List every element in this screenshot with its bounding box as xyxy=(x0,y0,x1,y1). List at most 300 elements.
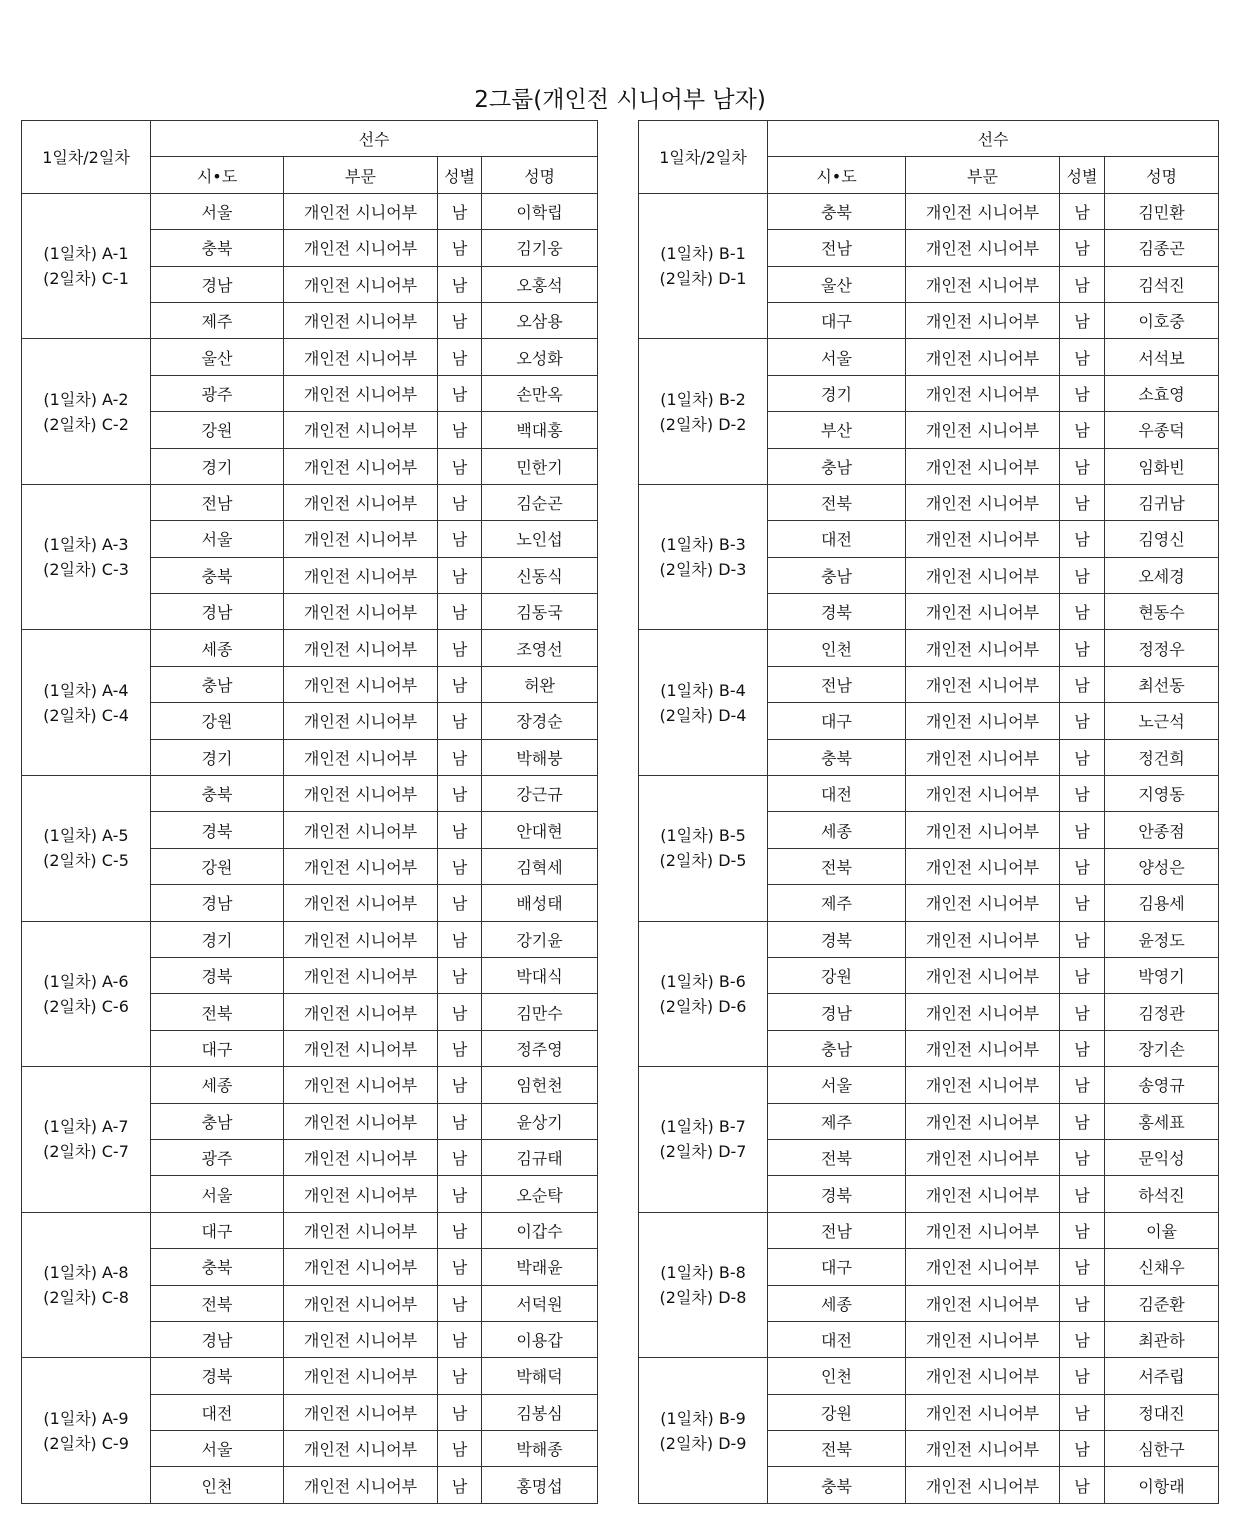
header-player: 선수 xyxy=(151,121,598,157)
player-gender: 남 xyxy=(1060,230,1105,266)
player-gender: 남 xyxy=(1060,375,1105,411)
player-division: 개인전 시니어부 xyxy=(906,193,1060,229)
player-name: 김준환 xyxy=(1105,1285,1219,1321)
game-slot-day2: (2일차) C-6 xyxy=(43,996,129,1016)
player-gender: 남 xyxy=(1060,1394,1105,1430)
player-name: 소효영 xyxy=(1105,375,1219,411)
game-slot xyxy=(639,921,768,1067)
player-region: 전남 xyxy=(768,1212,906,1248)
player-name: 김동국 xyxy=(482,594,598,630)
player-division: 개인전 시니어부 xyxy=(906,1285,1060,1321)
left-bracket-table xyxy=(21,120,598,1504)
player-name: 오성화 xyxy=(482,339,598,375)
player-region: 충북 xyxy=(151,230,284,266)
player-division: 개인전 시니어부 xyxy=(906,994,1060,1030)
player-gender: 남 xyxy=(1060,1358,1105,1394)
player-division: 개인전 시니어부 xyxy=(906,1176,1060,1212)
player-name: 임화빈 xyxy=(1105,448,1219,484)
player-name: 서석보 xyxy=(1105,339,1219,375)
player-gender: 남 xyxy=(1060,266,1105,302)
player-gender: 남 xyxy=(438,1067,482,1103)
player-region: 경북 xyxy=(151,812,284,848)
player-division: 개인전 시니어부 xyxy=(284,230,438,266)
player-division: 개인전 시니어부 xyxy=(284,630,438,666)
player-name: 오순탁 xyxy=(482,1176,598,1212)
player-name: 정주영 xyxy=(482,1030,598,1066)
player-division: 개인전 시니어부 xyxy=(284,1285,438,1321)
player-division: 개인전 시니어부 xyxy=(284,1358,438,1394)
player-name: 배성태 xyxy=(482,885,598,921)
player-gender: 남 xyxy=(438,957,482,993)
player-region: 대전 xyxy=(151,1394,284,1430)
player-gender: 남 xyxy=(438,1103,482,1139)
player-gender: 남 xyxy=(1060,630,1105,666)
player-name: 안대현 xyxy=(482,812,598,848)
game-slot-day1: (1일차) A-7 xyxy=(43,1117,129,1137)
game-slot-day1: (1일차) A-1 xyxy=(43,244,129,264)
player-name: 노인섭 xyxy=(482,521,598,557)
player-region: 대전 xyxy=(768,521,906,557)
player-region: 전북 xyxy=(768,1139,906,1175)
player-gender: 남 xyxy=(438,266,482,302)
player-gender: 남 xyxy=(438,994,482,1030)
player-name: 노근석 xyxy=(1105,703,1219,739)
player-gender: 남 xyxy=(438,1249,482,1285)
player-division: 개인전 시니어부 xyxy=(284,266,438,302)
player-region: 충남 xyxy=(151,1103,284,1139)
player-region: 강원 xyxy=(768,957,906,993)
player-row xyxy=(22,1212,598,1248)
player-gender: 남 xyxy=(438,630,482,666)
player-gender: 남 xyxy=(438,521,482,557)
player-gender: 남 xyxy=(438,1467,482,1503)
player-region: 울산 xyxy=(768,266,906,302)
player-region: 충남 xyxy=(151,666,284,702)
player-name: 이용갑 xyxy=(482,1321,598,1357)
game-slot-day1: (1일차) B-9 xyxy=(660,1408,746,1428)
player-row xyxy=(22,921,598,957)
player-region: 대구 xyxy=(768,703,906,739)
game-slot-day2: (2일차) D-9 xyxy=(659,1433,747,1453)
player-division: 개인전 시니어부 xyxy=(906,484,1060,520)
player-region: 경북 xyxy=(768,921,906,957)
player-name: 강근규 xyxy=(482,776,598,812)
game-slot xyxy=(639,1212,768,1358)
player-name: 정대진 xyxy=(1105,1394,1219,1430)
player-division: 개인전 시니어부 xyxy=(284,193,438,229)
player-name: 김석진 xyxy=(1105,266,1219,302)
player-gender: 남 xyxy=(438,812,482,848)
player-division: 개인전 시니어부 xyxy=(906,412,1060,448)
player-region: 경남 xyxy=(151,594,284,630)
player-division: 개인전 시니어부 xyxy=(906,848,1060,884)
player-division: 개인전 시니어부 xyxy=(284,557,438,593)
player-division: 개인전 시니어부 xyxy=(906,375,1060,411)
game-slot-day2: (2일차) C-3 xyxy=(43,560,129,580)
player-region: 서울 xyxy=(768,1067,906,1103)
player-name: 김용세 xyxy=(1105,885,1219,921)
game-slot-day1: (1일차) B-3 xyxy=(660,535,746,555)
player-gender: 남 xyxy=(438,1358,482,1394)
player-name: 장기손 xyxy=(1105,1030,1219,1066)
player-region: 강원 xyxy=(768,1394,906,1430)
game-slot-day2: (2일차) D-1 xyxy=(659,269,747,289)
game-slot-day1: (1일차) B-1 xyxy=(660,244,746,264)
player-division: 개인전 시니어부 xyxy=(284,375,438,411)
player-name: 문익성 xyxy=(1105,1139,1219,1175)
player-gender: 남 xyxy=(1060,666,1105,702)
player-region: 전북 xyxy=(151,994,284,1030)
player-region: 전남 xyxy=(768,230,906,266)
player-region: 서울 xyxy=(151,193,284,229)
player-region: 충북 xyxy=(151,1249,284,1285)
player-name: 정정우 xyxy=(1105,630,1219,666)
player-division: 개인전 시니어부 xyxy=(284,776,438,812)
header-gender: 성별 xyxy=(1060,157,1105,193)
player-row xyxy=(639,1212,1219,1248)
player-region: 서울 xyxy=(151,1176,284,1212)
player-gender: 남 xyxy=(1060,1176,1105,1212)
header-player: 선수 xyxy=(768,121,1219,157)
player-gender: 남 xyxy=(1060,594,1105,630)
player-name: 윤상기 xyxy=(482,1103,598,1139)
player-region: 세종 xyxy=(768,812,906,848)
game-slot-day1: (1일차) A-5 xyxy=(43,826,129,846)
player-gender: 남 xyxy=(438,594,482,630)
header-region: 시•도 xyxy=(768,157,906,193)
player-division: 개인전 시니어부 xyxy=(906,521,1060,557)
header-name: 성명 xyxy=(482,157,598,193)
page-title: 2그룹(개인전 시니어부 남자) xyxy=(474,87,766,113)
player-region: 경남 xyxy=(151,266,284,302)
player-gender: 남 xyxy=(1060,412,1105,448)
header-game: 1일차/2일차 xyxy=(639,121,768,194)
player-gender: 남 xyxy=(438,1394,482,1430)
game-slot xyxy=(22,339,151,485)
game-slot xyxy=(639,193,768,339)
game-slot-day2: (2일차) C-9 xyxy=(43,1433,129,1453)
player-division: 개인전 시니어부 xyxy=(284,1467,438,1503)
player-gender: 남 xyxy=(1060,994,1105,1030)
game-slot xyxy=(639,484,768,630)
player-gender: 남 xyxy=(1060,812,1105,848)
player-region: 경남 xyxy=(151,1321,284,1357)
game-slot-day1: (1일차) A-2 xyxy=(43,389,129,409)
player-gender: 남 xyxy=(1060,1212,1105,1248)
header-game: 1일차/2일차 xyxy=(22,121,151,194)
game-slot-day1: (1일차) B-7 xyxy=(660,1117,746,1137)
player-name: 김종곤 xyxy=(1105,230,1219,266)
player-region: 충북 xyxy=(151,557,284,593)
player-region: 경남 xyxy=(768,994,906,1030)
player-gender: 남 xyxy=(1060,848,1105,884)
player-name: 김혁세 xyxy=(482,848,598,884)
player-name: 신채우 xyxy=(1105,1249,1219,1285)
player-division: 개인전 시니어부 xyxy=(906,339,1060,375)
player-region: 대구 xyxy=(768,302,906,338)
game-slot xyxy=(22,1358,151,1504)
player-region: 충북 xyxy=(768,1467,906,1503)
player-division: 개인전 시니어부 xyxy=(906,557,1060,593)
player-division: 개인전 시니어부 xyxy=(284,448,438,484)
player-region: 전북 xyxy=(151,1285,284,1321)
game-slot xyxy=(22,484,151,630)
game-slot-day2: (2일차) C-4 xyxy=(43,705,129,725)
player-gender: 남 xyxy=(438,339,482,375)
player-gender: 남 xyxy=(1060,484,1105,520)
player-name: 홍명섭 xyxy=(482,1467,598,1503)
player-gender: 남 xyxy=(438,921,482,957)
player-division: 개인전 시니어부 xyxy=(284,339,438,375)
player-division: 개인전 시니어부 xyxy=(906,594,1060,630)
player-gender: 남 xyxy=(1060,1467,1105,1503)
player-division: 개인전 시니어부 xyxy=(284,1067,438,1103)
player-name: 송영규 xyxy=(1105,1067,1219,1103)
player-division: 개인전 시니어부 xyxy=(284,412,438,448)
player-region: 서울 xyxy=(151,521,284,557)
player-gender: 남 xyxy=(1060,521,1105,557)
player-name: 서덕원 xyxy=(482,1285,598,1321)
player-region: 제주 xyxy=(768,1103,906,1139)
player-row xyxy=(639,193,1219,229)
player-gender: 남 xyxy=(438,448,482,484)
player-region: 강원 xyxy=(151,412,284,448)
player-division: 개인전 시니어부 xyxy=(906,885,1060,921)
game-slot-day2: (2일차) D-3 xyxy=(659,560,747,580)
player-gender: 남 xyxy=(1060,448,1105,484)
player-row xyxy=(22,193,598,229)
player-gender: 남 xyxy=(438,193,482,229)
player-division: 개인전 시니어부 xyxy=(906,666,1060,702)
player-region: 충북 xyxy=(151,776,284,812)
player-region: 전남 xyxy=(151,484,284,520)
player-division: 개인전 시니어부 xyxy=(284,994,438,1030)
game-slot xyxy=(22,630,151,776)
player-name: 박대식 xyxy=(482,957,598,993)
player-gender: 남 xyxy=(1060,1321,1105,1357)
game-slot xyxy=(639,1067,768,1213)
player-division: 개인전 시니어부 xyxy=(906,630,1060,666)
player-division: 개인전 시니어부 xyxy=(284,1139,438,1175)
player-region: 충남 xyxy=(768,557,906,593)
player-division: 개인전 시니어부 xyxy=(284,521,438,557)
player-region: 제주 xyxy=(151,302,284,338)
player-region: 강원 xyxy=(151,848,284,884)
player-region: 제주 xyxy=(768,885,906,921)
game-slot-day2: (2일차) C-5 xyxy=(43,851,129,871)
player-region: 전남 xyxy=(768,666,906,702)
player-division: 개인전 시니어부 xyxy=(284,1431,438,1467)
player-gender: 남 xyxy=(1060,885,1105,921)
player-name: 최선동 xyxy=(1105,666,1219,702)
game-slot-day1: (1일차) B-4 xyxy=(660,680,746,700)
player-division: 개인전 시니어부 xyxy=(906,266,1060,302)
player-name: 현동수 xyxy=(1105,594,1219,630)
game-slot-day1: (1일차) B-5 xyxy=(660,826,746,846)
player-name: 이호중 xyxy=(1105,302,1219,338)
player-division: 개인전 시니어부 xyxy=(284,1103,438,1139)
player-region: 인천 xyxy=(151,1467,284,1503)
header-gender: 성별 xyxy=(438,157,482,193)
player-name: 이율 xyxy=(1105,1212,1219,1248)
player-gender: 남 xyxy=(1060,1431,1105,1467)
game-slot xyxy=(22,776,151,922)
player-name: 박래윤 xyxy=(482,1249,598,1285)
game-slot-day1: (1일차) B-6 xyxy=(660,971,746,991)
player-division: 개인전 시니어부 xyxy=(284,885,438,921)
player-region: 서울 xyxy=(768,339,906,375)
player-row xyxy=(22,630,598,666)
player-region: 경기 xyxy=(151,739,284,775)
player-region: 경북 xyxy=(768,1176,906,1212)
game-slot-day1: (1일차) A-6 xyxy=(43,971,129,991)
player-name: 심한구 xyxy=(1105,1431,1219,1467)
game-slot-day1: (1일차) A-4 xyxy=(43,680,129,700)
player-name: 김민환 xyxy=(1105,193,1219,229)
player-row xyxy=(22,484,598,520)
player-division: 개인전 시니어부 xyxy=(906,1431,1060,1467)
player-name: 정건희 xyxy=(1105,739,1219,775)
player-region: 경남 xyxy=(151,885,284,921)
player-gender: 남 xyxy=(1060,1103,1105,1139)
game-slot-day1: (1일차) B-8 xyxy=(660,1263,746,1282)
player-name: 홍세표 xyxy=(1105,1103,1219,1139)
player-division: 개인전 시니어부 xyxy=(906,1394,1060,1430)
player-row xyxy=(639,339,1219,375)
player-row xyxy=(639,484,1219,520)
player-region: 대구 xyxy=(151,1030,284,1066)
player-gender: 남 xyxy=(1060,1067,1105,1103)
player-name: 박해붕 xyxy=(482,739,598,775)
player-division: 개인전 시니어부 xyxy=(906,739,1060,775)
player-division: 개인전 시니어부 xyxy=(284,1212,438,1248)
player-gender: 남 xyxy=(438,1212,482,1248)
game-slot xyxy=(639,630,768,776)
player-name: 허완 xyxy=(482,666,598,702)
player-region: 인천 xyxy=(768,630,906,666)
player-gender: 남 xyxy=(438,1285,482,1321)
player-region: 인천 xyxy=(768,1358,906,1394)
player-gender: 남 xyxy=(1060,1030,1105,1066)
player-region: 경기 xyxy=(151,921,284,957)
player-region: 강원 xyxy=(151,703,284,739)
player-row xyxy=(22,1358,598,1394)
player-name: 김만수 xyxy=(482,994,598,1030)
player-name: 우종덕 xyxy=(1105,412,1219,448)
player-division: 개인전 시니어부 xyxy=(906,1067,1060,1103)
player-name: 서주립 xyxy=(1105,1358,1219,1394)
player-region: 대전 xyxy=(768,1321,906,1357)
game-slot xyxy=(639,339,768,485)
player-region: 대구 xyxy=(768,1249,906,1285)
player-name: 양성은 xyxy=(1105,848,1219,884)
player-division: 개인전 시니어부 xyxy=(284,594,438,630)
game-slot-day2: (2일차) D-5 xyxy=(659,851,747,871)
player-name: 백대홍 xyxy=(482,412,598,448)
player-name: 오삼용 xyxy=(482,302,598,338)
player-gender: 남 xyxy=(438,375,482,411)
player-division: 개인전 시니어부 xyxy=(906,448,1060,484)
player-gender: 남 xyxy=(1060,776,1105,812)
player-division: 개인전 시니어부 xyxy=(906,1358,1060,1394)
player-division: 개인전 시니어부 xyxy=(906,302,1060,338)
game-slot xyxy=(639,1358,768,1504)
player-name: 김귀남 xyxy=(1105,484,1219,520)
player-division: 개인전 시니어부 xyxy=(906,1321,1060,1357)
player-name: 김기웅 xyxy=(482,230,598,266)
player-name: 지영동 xyxy=(1105,776,1219,812)
player-region: 전북 xyxy=(768,1431,906,1467)
player-division: 개인전 시니어부 xyxy=(284,302,438,338)
player-name: 임헌천 xyxy=(482,1067,598,1103)
player-name: 박영기 xyxy=(1105,957,1219,993)
player-division: 개인전 시니어부 xyxy=(284,921,438,957)
header-division: 부문 xyxy=(284,157,438,193)
player-name: 김영신 xyxy=(1105,521,1219,557)
player-gender: 남 xyxy=(1060,703,1105,739)
player-division: 개인전 시니어부 xyxy=(906,1139,1060,1175)
player-division: 개인전 시니어부 xyxy=(906,812,1060,848)
player-name: 이갑수 xyxy=(482,1212,598,1248)
player-region: 세종 xyxy=(151,630,284,666)
player-division: 개인전 시니어부 xyxy=(906,1103,1060,1139)
player-row xyxy=(639,776,1219,812)
player-region: 대구 xyxy=(151,1212,284,1248)
player-gender: 남 xyxy=(438,557,482,593)
player-name: 박해종 xyxy=(482,1431,598,1467)
player-gender: 남 xyxy=(1060,921,1105,957)
player-gender: 남 xyxy=(1060,339,1105,375)
player-division: 개인전 시니어부 xyxy=(906,957,1060,993)
player-name: 장경순 xyxy=(482,703,598,739)
player-region: 세종 xyxy=(151,1067,284,1103)
player-gender: 남 xyxy=(438,703,482,739)
player-region: 충남 xyxy=(768,1030,906,1066)
player-name: 최관하 xyxy=(1105,1321,1219,1357)
player-name: 오세경 xyxy=(1105,557,1219,593)
player-name: 이학립 xyxy=(482,193,598,229)
header-name: 성명 xyxy=(1105,157,1219,193)
player-division: 개인전 시니어부 xyxy=(906,1467,1060,1503)
player-division: 개인전 시니어부 xyxy=(284,739,438,775)
player-row xyxy=(22,776,598,812)
player-name: 민한기 xyxy=(482,448,598,484)
game-slot xyxy=(22,193,151,339)
player-gender: 남 xyxy=(438,302,482,338)
player-division: 개인전 시니어부 xyxy=(284,1321,438,1357)
player-name: 김규태 xyxy=(482,1139,598,1175)
game-slot-day2: (2일차) D-7 xyxy=(659,1142,747,1162)
player-name: 김순곤 xyxy=(482,484,598,520)
game-slot-day1: (1일차) B-2 xyxy=(660,389,746,409)
player-gender: 남 xyxy=(438,1139,482,1175)
player-region: 충남 xyxy=(768,448,906,484)
game-slot-day1: (1일차) A-3 xyxy=(43,535,129,555)
player-division: 개인전 시니어부 xyxy=(906,1030,1060,1066)
player-region: 경북 xyxy=(768,594,906,630)
player-row xyxy=(639,921,1219,957)
player-gender: 남 xyxy=(438,885,482,921)
header-division: 부문 xyxy=(906,157,1060,193)
game-slot-day2: (2일차) D-8 xyxy=(659,1288,747,1307)
player-gender: 남 xyxy=(438,848,482,884)
player-division: 개인전 시니어부 xyxy=(284,848,438,884)
player-gender: 남 xyxy=(438,776,482,812)
player-name: 이항래 xyxy=(1105,1467,1219,1503)
player-gender: 남 xyxy=(1060,739,1105,775)
player-region: 부산 xyxy=(768,412,906,448)
player-row xyxy=(639,1067,1219,1103)
